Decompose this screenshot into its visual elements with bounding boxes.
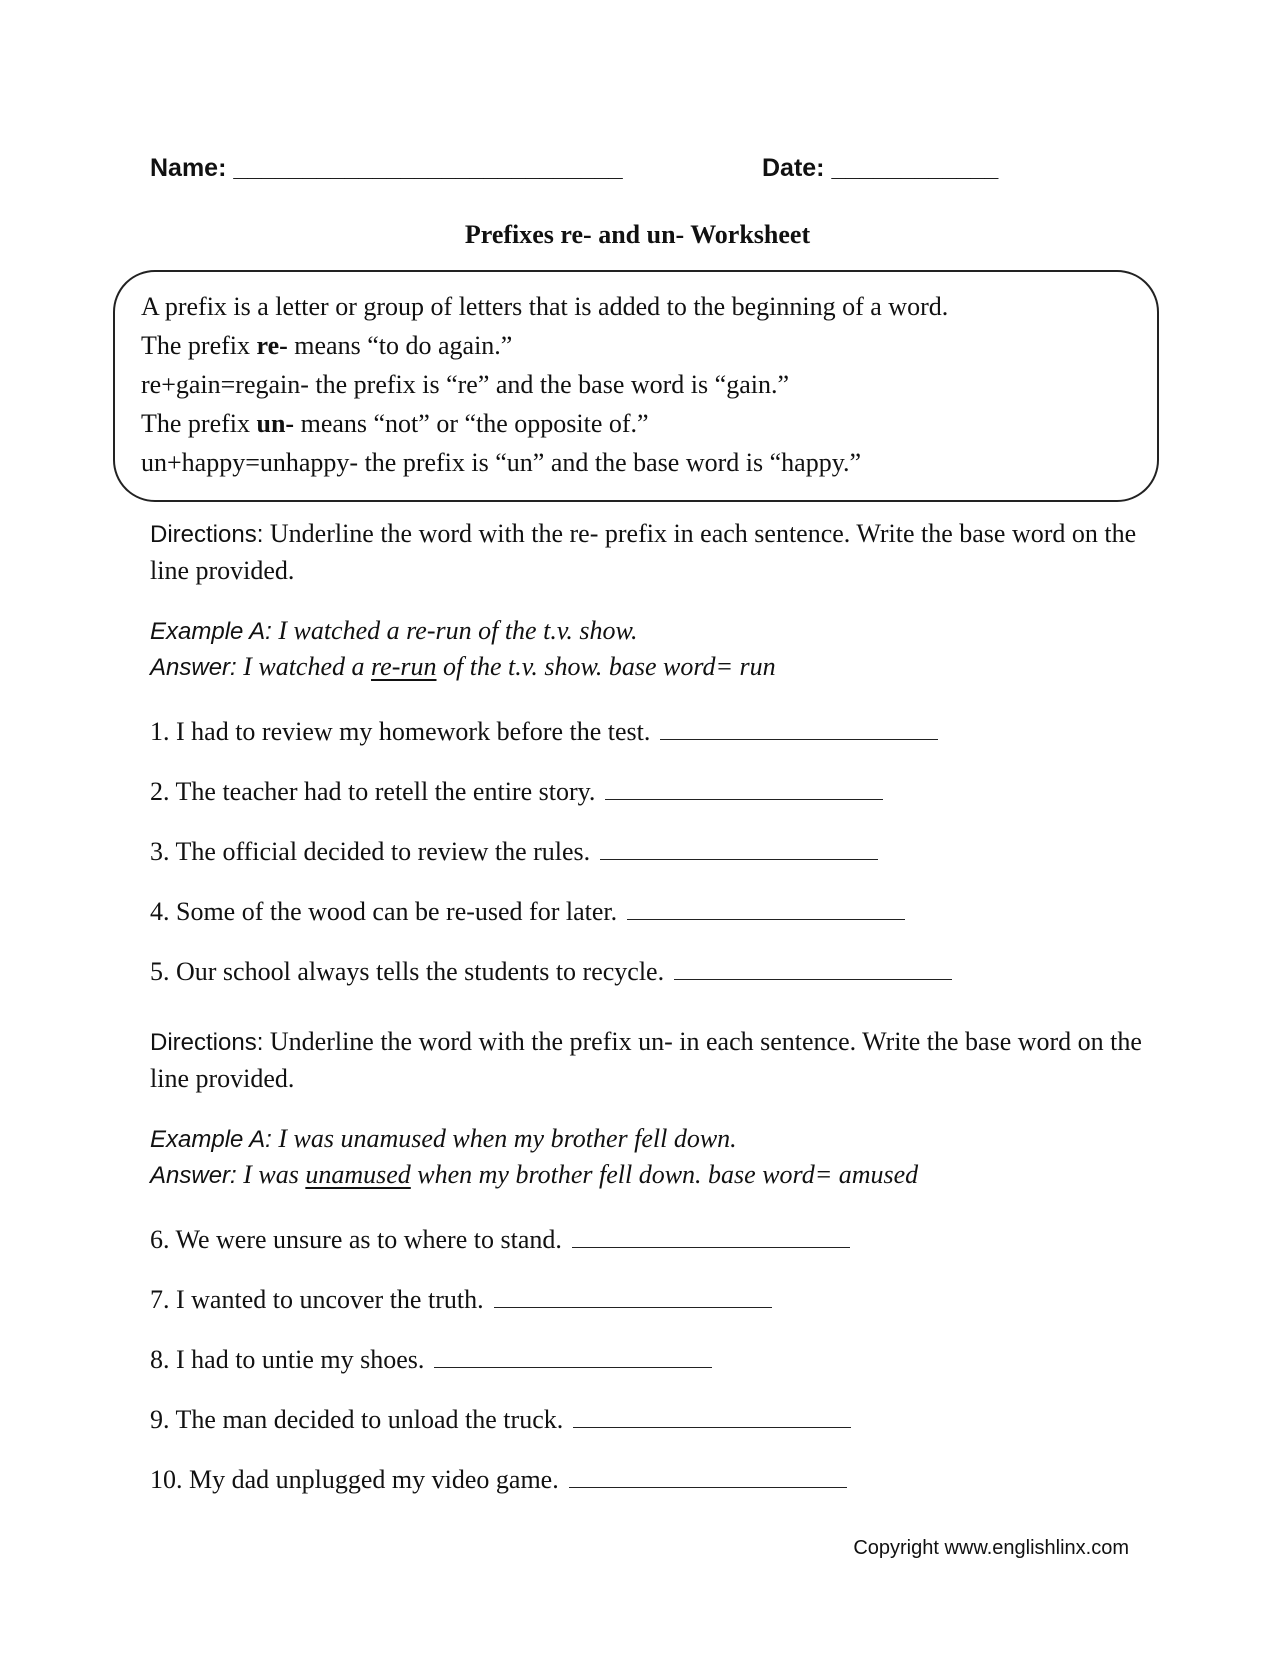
- rule-line-3: re+gain=regain- the prefix is “re” and the base word is “gain.”: [141, 370, 789, 399]
- answer-blank[interactable]: [573, 1405, 851, 1428]
- answer-2: Answer: I was unamused when my brother fell down. base word= amused: [150, 1160, 919, 1189]
- question-4: 4. Some of the wood can be re-used for later.: [150, 897, 905, 927]
- name-blank[interactable]: ____________________________: [233, 154, 623, 182]
- question-9: 9. The man decided to unload the truck.: [150, 1405, 851, 1435]
- answer-blank[interactable]: [572, 1225, 850, 1248]
- answer-blank[interactable]: [569, 1465, 847, 1488]
- answer-blank[interactable]: [605, 777, 883, 800]
- question-10: 10. My dad unplugged my video game.: [150, 1465, 847, 1495]
- name-field: [150, 154, 623, 183]
- worksheet-title: Prefixes re- and un- Worksheet: [464, 220, 811, 249]
- name-label: Name:: [150, 154, 227, 182]
- answer-blank[interactable]: [627, 897, 905, 920]
- answer-blank[interactable]: [494, 1285, 772, 1308]
- example-1: Example A: I watched a re-run of the t.v. show.: [150, 616, 638, 645]
- question-3: 3. The official decided to review the rules.: [150, 837, 878, 867]
- prefix-un: un-: [256, 409, 295, 438]
- answer-blank[interactable]: [600, 837, 878, 860]
- question-5: 5. Our school always tells the students to recycle.: [150, 957, 952, 987]
- answer-blank[interactable]: [434, 1345, 712, 1368]
- question-7: 7. I wanted to uncover the truth.: [150, 1285, 772, 1315]
- answer-1: Answer: I watched a re-run of the t.v. show. base word= run: [150, 652, 776, 681]
- date-blank[interactable]: ____________: [831, 154, 999, 182]
- rule-line-1: A prefix is a letter or group of letters that is added to the beginning of a word.: [141, 292, 949, 321]
- directions-2: Directions: Underline the word with the prefix un- in each sentence. Write the base word on the line provided.: [150, 1027, 1142, 1093]
- prefix-re: re-: [256, 331, 288, 360]
- question-2: 2. The teacher had to retell the entire story.: [150, 777, 883, 807]
- date-field: [762, 154, 998, 183]
- answer-blank[interactable]: [660, 717, 938, 740]
- directions-1: Directions: Underline the word with the re- prefix in each sentence. Write the base word on the line provided.: [150, 519, 1137, 585]
- question-6: 6. We were unsure as to where to stand.: [150, 1225, 850, 1255]
- date-label: Date:: [762, 154, 825, 182]
- answer-blank[interactable]: [674, 957, 952, 980]
- rule-line-2: The prefix re- means “to do again.”: [141, 331, 513, 360]
- question-1: 1. I had to review my homework before the test.: [150, 717, 938, 747]
- copyright: Copyright www.englishlinx.com: [853, 1537, 1129, 1559]
- example-2: Example A: I was unamused when my brother fell down.: [150, 1124, 737, 1153]
- rule-line-4: The prefix un- means “not” or “the opposite of.”: [141, 409, 649, 438]
- question-8: 8. I had to untie my shoes.: [150, 1345, 712, 1375]
- rule-line-5: un+happy=unhappy- the prefix is “un” and the base word is “happy.”: [141, 448, 862, 477]
